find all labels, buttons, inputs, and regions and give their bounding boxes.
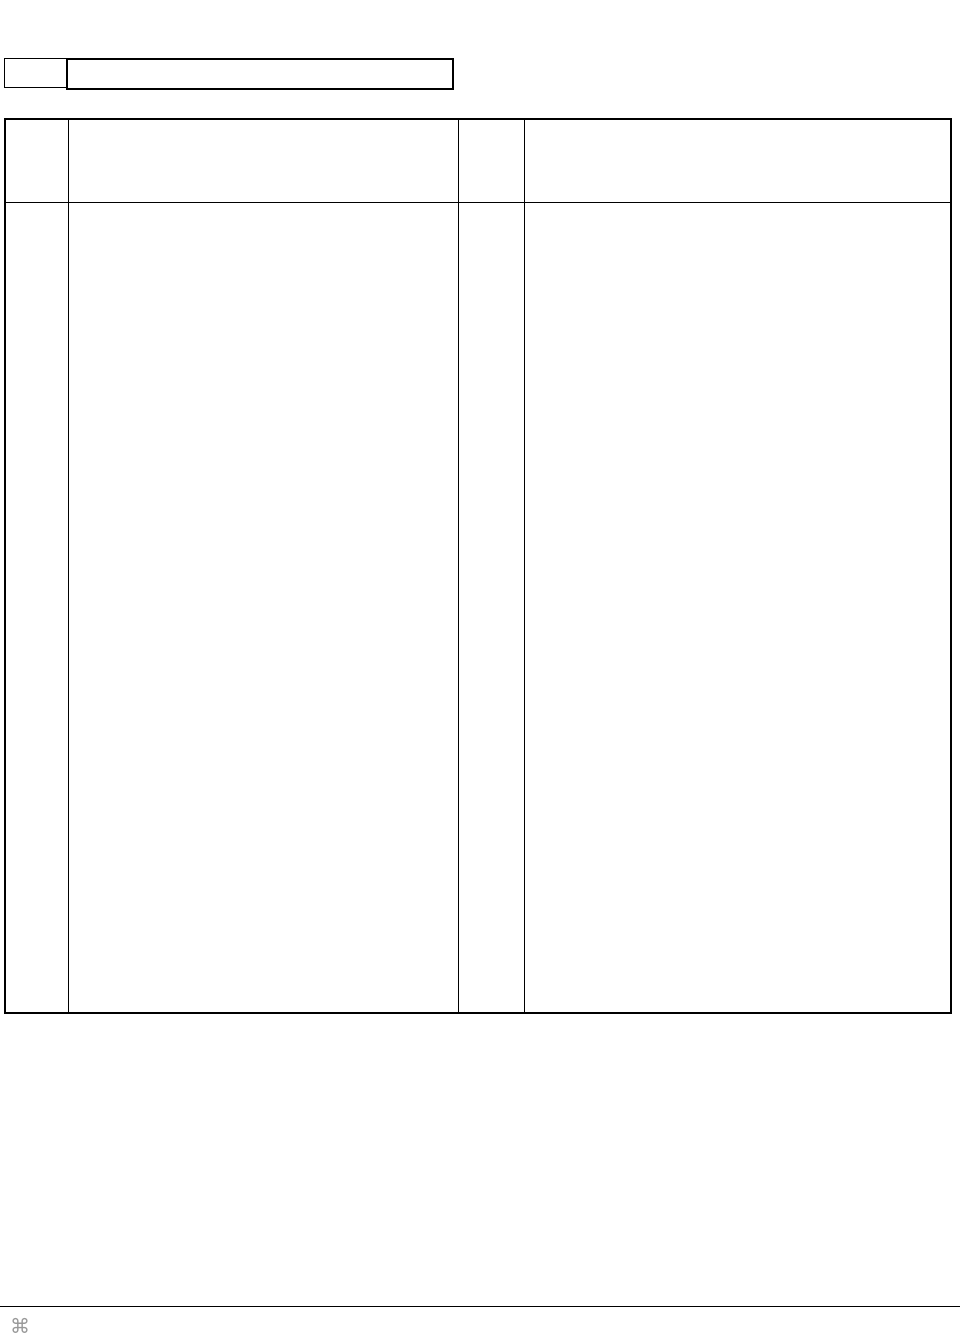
footer-divider xyxy=(0,1306,960,1307)
command-icon: ⌘ xyxy=(10,1316,30,1338)
criteria-table xyxy=(4,118,952,1014)
header-divider xyxy=(6,202,950,203)
col-divider xyxy=(68,120,69,1012)
node-name xyxy=(66,58,454,90)
col-divider xyxy=(458,120,459,1012)
node-label xyxy=(4,58,67,88)
col-divider xyxy=(524,120,525,1012)
footer-brand xyxy=(10,1314,30,1339)
